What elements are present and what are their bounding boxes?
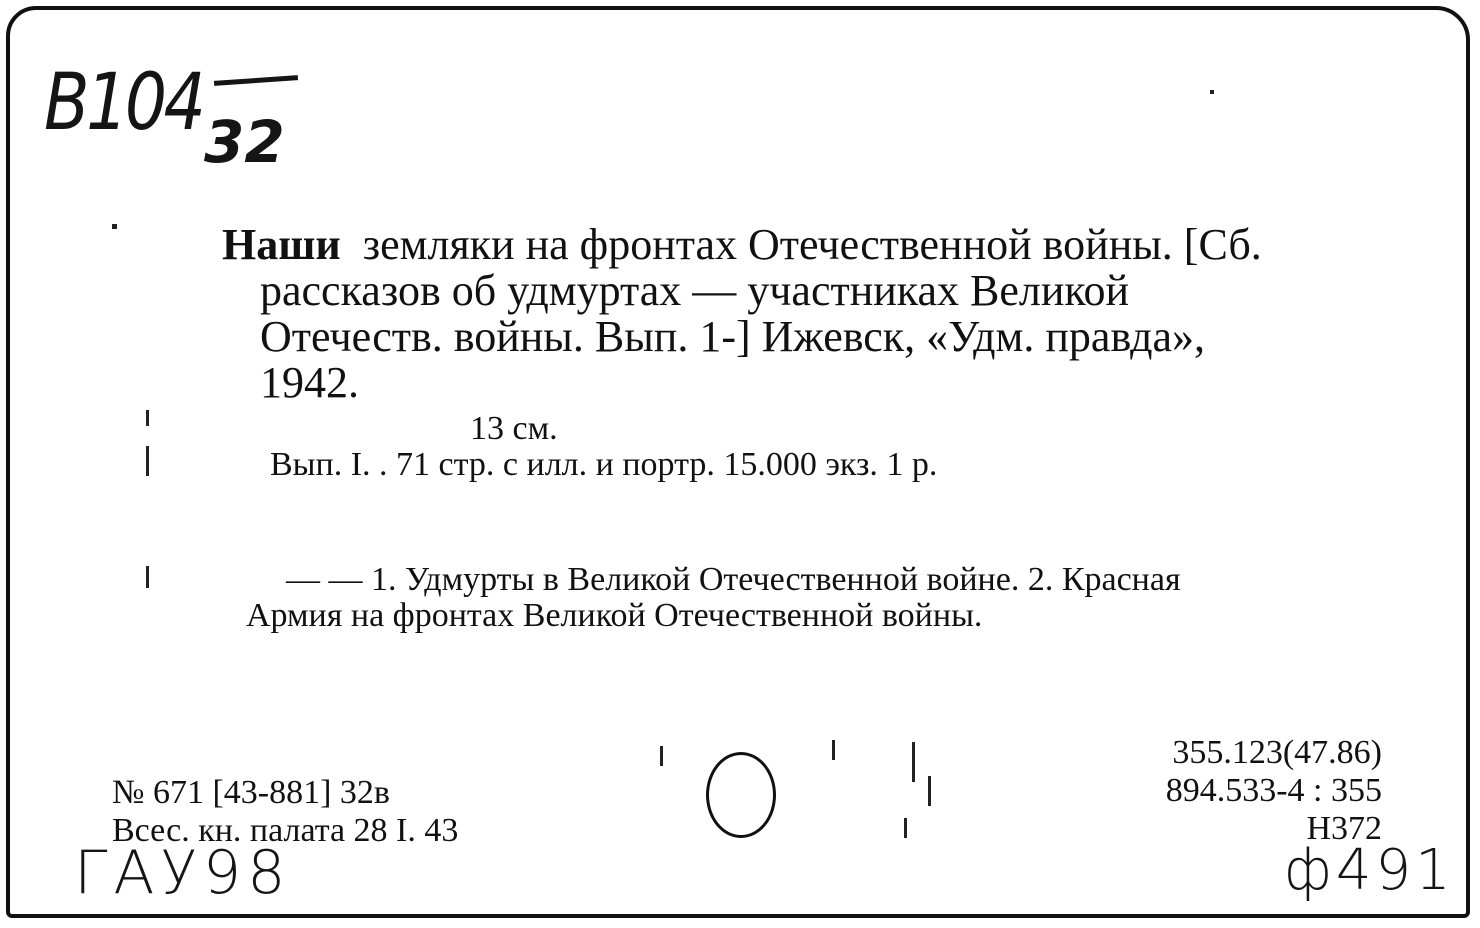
scan-speck [912,742,915,782]
main-entry [222,222,1378,406]
handwritten-note-left: ГАУ98 [74,838,292,908]
classification-codes [1166,734,1382,848]
scan-speck [904,818,907,838]
classification-line-1: 355.123(47.86) [1172,734,1382,771]
scan-speck [146,410,149,426]
subject-line-1: — — 1. Удмурты в Великой Отечественной войне. 2. Красная [286,561,1181,598]
scan-speck [146,566,149,588]
handwritten-note-right: ф491 [1284,838,1455,903]
registration-line-1: № 671 [43-881] 32в [112,774,390,811]
classification-line-2: 894.533-4 : 355 [1165,772,1382,809]
main-entry-line-2: рассказов об удмуртах — участниках Великой [260,266,1130,315]
scan-speck [660,746,663,766]
main-entry-line-4: 1942. [260,358,359,407]
registration-line-2: Всес. кн. палата 28 I. 43 [112,812,459,849]
physical-issue: Вып. I. . 71 стр. с илл. и портр. 15.000 экз. 1 р. [270,446,938,483]
scan-speck [832,740,835,760]
main-entry-line-1: Наши земляки на фронтах Отечественной войны. [Сб. [222,220,1262,269]
classification-line-3: Н372 [1306,810,1382,847]
title-heading: Наши [222,220,341,269]
call-number: B104 [44,58,203,148]
scan-speck [112,224,117,229]
subject-headings [246,562,1380,634]
call-number-sub: 32 [204,108,285,176]
physical-size: 13 см. [470,410,558,447]
scan-speck [146,446,149,476]
scan-speck [1210,90,1214,94]
punch-hole [706,752,776,838]
main-entry-line-3: Отечеств. войны. Вып. 1-] Ижевск, «Удм. правда», [260,312,1206,361]
scan-speck [928,776,931,806]
subject-line-2: Армия на фронтах Великой Отечественной войны. [246,597,983,634]
